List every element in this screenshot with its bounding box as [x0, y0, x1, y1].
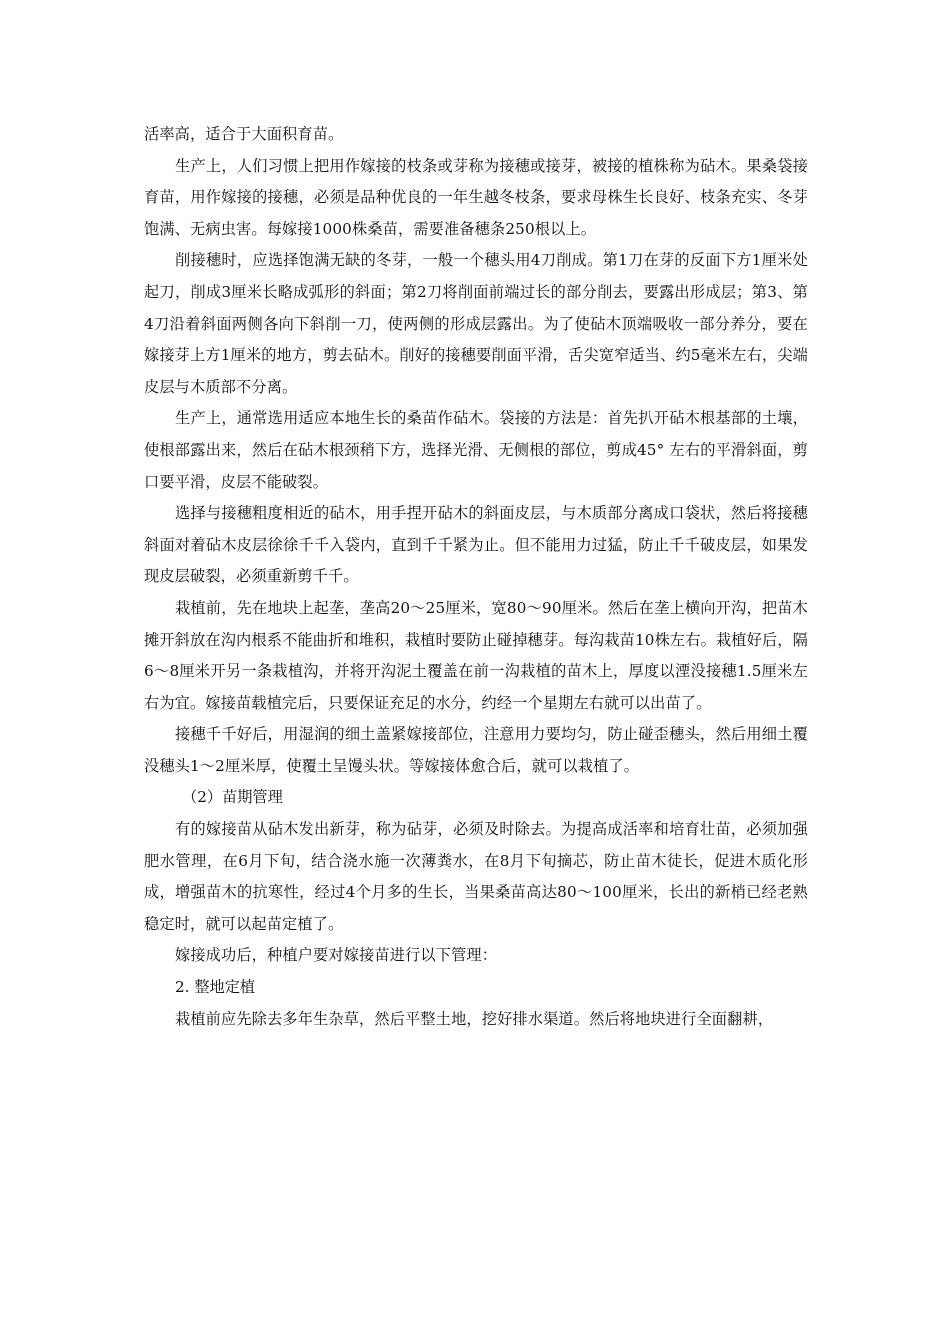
document-body — [144, 119, 808, 1035]
paragraph-continuation: 活率高，适合于大面积育苗。 — [144, 125, 344, 143]
paragraph-scion-definition: 生产上，人们习惯上把用作嫁接的枝条或芽称为接穗或接芽，被接的植株称为砧木。果桑袋接育苗，用作嫁接的接穗，必须是品种优良的一年生越冬枝条，要求母株生长良好、枝条充实、冬芽饱满、无病虫害。每嫁接1000株桑苗，需要准备穗条250根以上。 — [144, 156, 808, 238]
paragraph-land-preparation: 栽植前应先除去多年生杂草，然后平整土地，挖好排水渠道。然后将地块进行全面翻耕， — [175, 1009, 774, 1028]
paragraph-covering-soil: 接穗千千好后，用湿润的细土盖紧嫁接部位，注意用力要均匀，防止碰歪穗头，然后用细土覆没穗头1～2厘米厚，使覆土呈馒头状。等嫁接体愈合后，就可以栽植了。 — [144, 725, 808, 775]
paragraph-rootstock-selection: 生产上，通常选用适应本地生长的桑苗作砧木。袋接的方法是：首先扒开砧木根基部的土壤，使根部露出来，然后在砧木根颈稍下方，选择光滑、无侧根的部位，剪成45° 左右的平滑斜面，剪口要平滑，皮层不能破裂。 — [144, 409, 808, 491]
paragraph-after-grafting: 嫁接成功后，种植户要对嫁接苗进行以下管理： — [175, 946, 498, 965]
section-heading: 2. 整地定植 — [175, 978, 256, 997]
paragraph-planting: 栽植前，先在地块上起垄，垄高20～25厘米，宽80～90厘米。然后在垄上横向开沟，把苗木摊开斜放在沟内根系不能曲折和堆积，栽植时要防止碰掉穗芽。每沟栽苗10株左右。栽植好后，隔6～8厘米开另一条栽植沟，并将开沟泥土覆盖在前一沟栽植的苗木上，厚度以湮没接穗1.5厘米左右为宜。嫁接苗载植完后，只要保证充足的水分，约经一个星期左右就可以出苗了。 — [144, 598, 808, 712]
paragraph-seedling-management: 有的嫁接苗从砧木发出新芽，称为砧芽，必须及时除去。为提高成活率和培育壮苗，必须加强肥水管理，在6月下旬，结合浇水施一次薄粪水，在8月下旬摘芯，防止苗木徒长，促进木质化形成，增强苗木的抗寒性，经过4个月多的生长，当果桑苗高达80～100厘米，长出的新梢已经老熟稳定时，就可以起苗定植了。 — [144, 820, 808, 933]
paragraph-bag-grafting: 选择与接穗粗度相近的砧木，用手捏开砧木的斜面皮层，与木质部分离成口袋状，然后将接穗斜面对着砧木皮层徐徐千千入袋内，直到千千紧为止。但不能用力过猛，防止千千破皮层，如果发现皮层破裂，必须重新剪千千。 — [144, 504, 808, 586]
section-subheading: （2）苗期管理 — [182, 788, 283, 807]
paragraph-cutting-scion: 削接穗时，应选择饱满无缺的冬芽，一般一个穗头用4刀削成。第1刀在芽的反面下方1厘米处起刀，削成3厘米长略成弧形的斜面；第2刀将削面前端过长的部分削去，要露出形成层；第3、第4刀沿着斜面两侧各向下斜削一刀，使两侧的形成层露出。为了使砧木顶端吸收一部分养分，要在嫁接芽上方1厘米的地方，剪去砧木。削好的接穗要削面平滑，舌尖宽窄适当、约5毫米左右，尖端皮层与木质部不分离。 — [144, 251, 808, 396]
